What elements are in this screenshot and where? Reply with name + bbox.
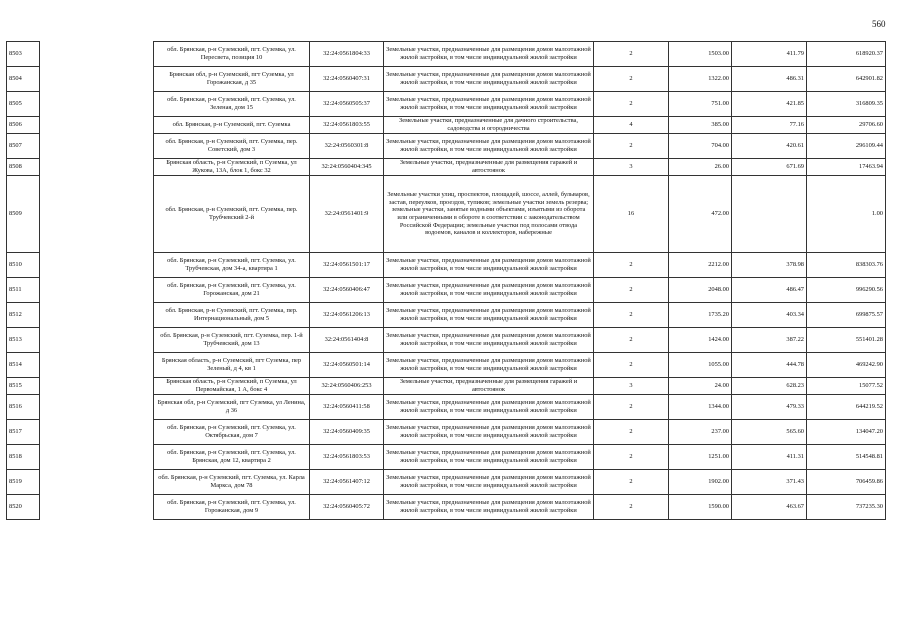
row-cadastral-number: 32:24:0561501:17	[310, 253, 384, 278]
cadastral-value-table	[6, 41, 886, 520]
row-spacer	[40, 395, 154, 420]
row-group-code: 2	[594, 470, 669, 495]
table-row	[7, 303, 886, 328]
row-land-category: Земельные участки, предназначенные для размещения домов малоэтажной жилой застройки, в том числе индивидуальной жилой застройки	[384, 420, 594, 445]
table-row	[7, 470, 886, 495]
row-cadastral-number: 32:24:0561803:55	[310, 117, 384, 134]
row-area: 472.00	[669, 176, 732, 253]
row-address: Брянская область, р-н Суземский, пгт Суземка, пер Зеленый, д 4, кв 1	[154, 353, 310, 378]
row-area: 2048.00	[669, 278, 732, 303]
row-number: 8509	[7, 176, 40, 253]
row-cadastral-value: 29706.60	[807, 117, 886, 134]
row-cadastral-number: 32:24:0560405:72	[310, 495, 384, 520]
row-area: 24.00	[669, 378, 732, 395]
row-land-category: Земельные участки, предназначенные для размещения домов малоэтажной жилой застройки, в том числе индивидуальной жилой застройки	[384, 303, 594, 328]
row-group-code: 2	[594, 495, 669, 520]
row-cadastral-number: 32:24:0561404:8	[310, 328, 384, 353]
row-cadastral-number: 32:24:0561407:12	[310, 470, 384, 495]
row-spacer	[40, 353, 154, 378]
row-specific-value: 77.16	[732, 117, 807, 134]
row-land-category: Земельные участки, предназначенные для размещения домов малоэтажной жилой застройки, в том числе индивидуальной жилой застройки	[384, 395, 594, 420]
row-cadastral-value: 514548.81	[807, 445, 886, 470]
row-area: 1055.00	[669, 353, 732, 378]
row-address: обл. Брянская, р-н Суземский, пгт. Суземка, ул. Брянская, дом 12, квартира 2	[154, 445, 310, 470]
row-specific-value: 420.61	[732, 134, 807, 159]
row-cadastral-number: 32:24:0560505:37	[310, 92, 384, 117]
row-group-code: 4	[594, 117, 669, 134]
table-row	[7, 353, 886, 378]
row-spacer	[40, 328, 154, 353]
row-cadastral-value: 699875.57	[807, 303, 886, 328]
row-spacer	[40, 378, 154, 395]
row-area: 385.00	[669, 117, 732, 134]
table-row	[7, 253, 886, 278]
row-spacer	[40, 176, 154, 253]
row-cadastral-number: 32:24:0560501:14	[310, 353, 384, 378]
row-spacer	[40, 445, 154, 470]
row-land-category: Земельные участки, предназначенные для размещения домов малоэтажной жилой застройки, в том числе индивидуальной жилой застройки	[384, 470, 594, 495]
row-land-category: Земельные участки, предназначенные для размещения домов малоэтажной жилой застройки, в том числе индивидуальной жилой застройки	[384, 445, 594, 470]
row-address: Брянская область, р-н Суземский, п Суземка, ул Первомайская, 1 А, бокс 4	[154, 378, 310, 395]
row-group-code: 2	[594, 303, 669, 328]
row-address: Брянская обл, р-н Суземский, пгт Суземка, ул Горожанская, д 35	[154, 67, 310, 92]
row-group-code: 3	[594, 378, 669, 395]
row-group-code: 2	[594, 353, 669, 378]
row-cadastral-value: 1.00	[807, 176, 886, 253]
row-group-code: 2	[594, 134, 669, 159]
row-land-category: Земельные участки, предназначенные для размещения гаражей и автостоянок	[384, 159, 594, 176]
row-spacer	[40, 92, 154, 117]
row-number: 8518	[7, 445, 40, 470]
row-spacer	[40, 470, 154, 495]
row-spacer	[40, 67, 154, 92]
row-group-code: 2	[594, 67, 669, 92]
table-body	[7, 42, 886, 520]
row-spacer	[40, 253, 154, 278]
row-cadastral-number: 32:24:0560411:58	[310, 395, 384, 420]
row-cadastral-value: 15077.52	[807, 378, 886, 395]
row-number: 8510	[7, 253, 40, 278]
row-group-code: 2	[594, 445, 669, 470]
page-number: 560	[872, 19, 886, 29]
row-cadastral-number: 32:24:0561804:33	[310, 42, 384, 67]
row-land-category: Земельные участки, предназначенные для размещения домов малоэтажной жилой застройки, в том числе индивидуальной жилой застройки	[384, 42, 594, 67]
row-spacer	[40, 420, 154, 445]
row-area: 1322.00	[669, 67, 732, 92]
row-group-code: 2	[594, 92, 669, 117]
row-number: 8506	[7, 117, 40, 134]
row-address: обл. Брянская, р-н Суземский, пгт. Суземка, ул. Горожанская, дом 9	[154, 495, 310, 520]
row-spacer	[40, 42, 154, 67]
row-address: обл. Брянская, р-н Суземский, пгт. Суземка, ул. Октябрьская, дом 7	[154, 420, 310, 445]
row-area: 1735.20	[669, 303, 732, 328]
row-address: обл. Брянская, р-н Суземский, пгт. Суземка, ул. Карла Маркса, дом 78	[154, 470, 310, 495]
table-row	[7, 420, 886, 445]
row-area: 751.00	[669, 92, 732, 117]
table-row	[7, 445, 886, 470]
row-area: 237.00	[669, 420, 732, 445]
row-cadastral-number: 32:24:0560301:8	[310, 134, 384, 159]
row-address: Брянская область, р-н Суземский, п Суземка, ул Жукова, 13А, блок 1, бокс 32	[154, 159, 310, 176]
row-cadastral-value: 618920.37	[807, 42, 886, 67]
row-cadastral-number: 32:24:0560407:31	[310, 67, 384, 92]
row-cadastral-value: 706459.86	[807, 470, 886, 495]
row-specific-value: 486.47	[732, 278, 807, 303]
row-land-category: Земельные участки, предназначенные для размещения домов малоэтажной жилой застройки, в том числе индивидуальной жилой застройки	[384, 253, 594, 278]
row-land-category: Земельные участки, предназначенные для размещения домов малоэтажной жилой застройки, в том числе индивидуальной жилой застройки	[384, 278, 594, 303]
row-specific-value: 378.98	[732, 253, 807, 278]
row-number: 8503	[7, 42, 40, 67]
table-row	[7, 67, 886, 92]
row-number: 8507	[7, 134, 40, 159]
row-specific-value: 486.31	[732, 67, 807, 92]
row-group-code: 2	[594, 395, 669, 420]
row-specific-value: 387.22	[732, 328, 807, 353]
row-group-code: 2	[594, 42, 669, 67]
row-number: 8512	[7, 303, 40, 328]
table-row	[7, 278, 886, 303]
row-land-category: Земельные участки, предназначенные для размещения домов малоэтажной жилой застройки, в том числе индивидуальной жилой застройки	[384, 92, 594, 117]
row-specific-value: 411.31	[732, 445, 807, 470]
row-cadastral-value: 737235.30	[807, 495, 886, 520]
row-specific-value: 463.67	[732, 495, 807, 520]
row-spacer	[40, 134, 154, 159]
row-area: 1590.00	[669, 495, 732, 520]
row-cadastral-number: 32:24:0561206:13	[310, 303, 384, 328]
row-area: 1503.00	[669, 42, 732, 67]
row-area: 1902.00	[669, 470, 732, 495]
row-specific-value: 444.78	[732, 353, 807, 378]
row-spacer	[40, 278, 154, 303]
row-cadastral-value: 316809.35	[807, 92, 886, 117]
row-land-category: Земельные участки, предназначенные для размещения домов малоэтажной жилой застройки, в том числе индивидуальной жилой застройки	[384, 67, 594, 92]
row-cadastral-value: 644219.52	[807, 395, 886, 420]
row-number: 8517	[7, 420, 40, 445]
row-area: 2212.00	[669, 253, 732, 278]
row-cadastral-value: 551401.28	[807, 328, 886, 353]
row-cadastral-number: 32:24:0560409:35	[310, 420, 384, 445]
table-row	[7, 117, 886, 134]
row-area: 1251.00	[669, 445, 732, 470]
row-specific-value: 403.34	[732, 303, 807, 328]
table-row	[7, 378, 886, 395]
row-group-code: 16	[594, 176, 669, 253]
row-number: 8516	[7, 395, 40, 420]
row-address: обл. Брянская, р-н Суземский, пгт. Суземка, ул. Зеленая, дом 15	[154, 92, 310, 117]
row-land-category: Земельные участки, предназначенные для дачного строительства, садоводства и огородничества	[384, 117, 594, 134]
row-area: 704.00	[669, 134, 732, 159]
row-specific-value: 671.69	[732, 159, 807, 176]
row-address: обл. Брянская, р-н Суземский, пгт. Суземка, пер. 1-й Трубчевский, дом 13	[154, 328, 310, 353]
row-group-code: 2	[594, 328, 669, 353]
row-address: обл. Брянская, р-н Суземский, пгт. Суземка, ул. Горожанская, дом 21	[154, 278, 310, 303]
row-address: обл. Брянская, р-н Суземский, пгт. Суземка	[154, 117, 310, 134]
table-row	[7, 159, 886, 176]
row-number: 8520	[7, 495, 40, 520]
row-land-category: Земельные участки, предназначенные для размещения домов малоэтажной жилой застройки, в том числе индивидуальной жилой застройки	[384, 134, 594, 159]
row-group-code: 2	[594, 253, 669, 278]
row-cadastral-value: 469242.90	[807, 353, 886, 378]
row-area: 1424.00	[669, 328, 732, 353]
row-cadastral-number: 32:24:0561803:53	[310, 445, 384, 470]
row-specific-value: 411.79	[732, 42, 807, 67]
row-number: 8505	[7, 92, 40, 117]
row-specific-value: 565.60	[732, 420, 807, 445]
row-specific-value	[732, 176, 807, 253]
row-area: 1344.00	[669, 395, 732, 420]
table-row	[7, 42, 886, 67]
table-row	[7, 495, 886, 520]
row-address: обл. Брянская, р-н Суземский, пгт. Суземка, ул. Трубчевская, дом 34-а, квартира 1	[154, 253, 310, 278]
row-land-category: Земельные участки, предназначенные для размещения гаражей и автостоянок	[384, 378, 594, 395]
row-cadastral-number: 32:24:0560406:253	[310, 378, 384, 395]
table-row	[7, 328, 886, 353]
row-cadastral-value: 134047.20	[807, 420, 886, 445]
row-spacer	[40, 159, 154, 176]
row-land-category: Земельные участки, предназначенные для размещения домов малоэтажной жилой застройки, в том числе индивидуальной жилой застройки	[384, 495, 594, 520]
row-number: 8513	[7, 328, 40, 353]
row-cadastral-value: 17463.94	[807, 159, 886, 176]
row-cadastral-value: 838303.76	[807, 253, 886, 278]
row-specific-value: 371.43	[732, 470, 807, 495]
row-cadastral-number: 32:24:0560406:47	[310, 278, 384, 303]
row-group-code: 2	[594, 278, 669, 303]
row-land-category: Земельные участки улиц, проспектов, площадей, шоссе, аллей, бульваров, застав, переулков, проездов, тупиков; земельные участки земель резерва; земельные участки, занятые водными объектами, изъятыми из оборота или ограниченными в обороте в соответствии с законодательством Российской Федерации; земельные участки под полосами отвода водоемов, каналов и коллекторов, набережные	[384, 176, 594, 253]
row-address: Брянская обл, р-н Суземский, пгт Суземка, ул Ленина, д 36	[154, 395, 310, 420]
row-cadastral-value: 996290.56	[807, 278, 886, 303]
row-number: 8519	[7, 470, 40, 495]
row-cadastral-number: 32:24:0560404:345	[310, 159, 384, 176]
row-number: 8511	[7, 278, 40, 303]
row-land-category: Земельные участки, предназначенные для размещения домов малоэтажной жилой застройки, в том числе индивидуальной жилой застройки	[384, 328, 594, 353]
row-address: обл. Брянская, р-н Суземский, пгт. Суземка, ул. Пересвета, позиция 10	[154, 42, 310, 67]
row-address: обл. Брянская, р-н Суземский, пгт. Суземка, пер. Интернациональный, дом 5	[154, 303, 310, 328]
row-address: обл. Брянская, р-н Суземский, пгт. Суземка, пер. Трубчевский 2-й	[154, 176, 310, 253]
row-cadastral-value: 296109.44	[807, 134, 886, 159]
row-land-category: Земельные участки, предназначенные для размещения домов малоэтажной жилой застройки, в том числе индивидуальной жилой застройки	[384, 353, 594, 378]
row-spacer	[40, 495, 154, 520]
row-specific-value: 628.23	[732, 378, 807, 395]
row-spacer	[40, 117, 154, 134]
row-number: 8514	[7, 353, 40, 378]
row-number: 8504	[7, 67, 40, 92]
table-row	[7, 395, 886, 420]
row-spacer	[40, 303, 154, 328]
row-specific-value: 421.85	[732, 92, 807, 117]
row-number: 8515	[7, 378, 40, 395]
table-row	[7, 176, 886, 253]
row-group-code: 2	[594, 420, 669, 445]
table-row	[7, 134, 886, 159]
row-cadastral-value: 642901.82	[807, 67, 886, 92]
row-address: обл. Брянская, р-н Суземский, пгт. Суземка, пер. Советский, дом 3	[154, 134, 310, 159]
row-cadastral-number: 32:24:0561401:9	[310, 176, 384, 253]
table-row	[7, 92, 886, 117]
row-group-code: 3	[594, 159, 669, 176]
row-number: 8508	[7, 159, 40, 176]
row-specific-value: 479.33	[732, 395, 807, 420]
row-area: 26.00	[669, 159, 732, 176]
